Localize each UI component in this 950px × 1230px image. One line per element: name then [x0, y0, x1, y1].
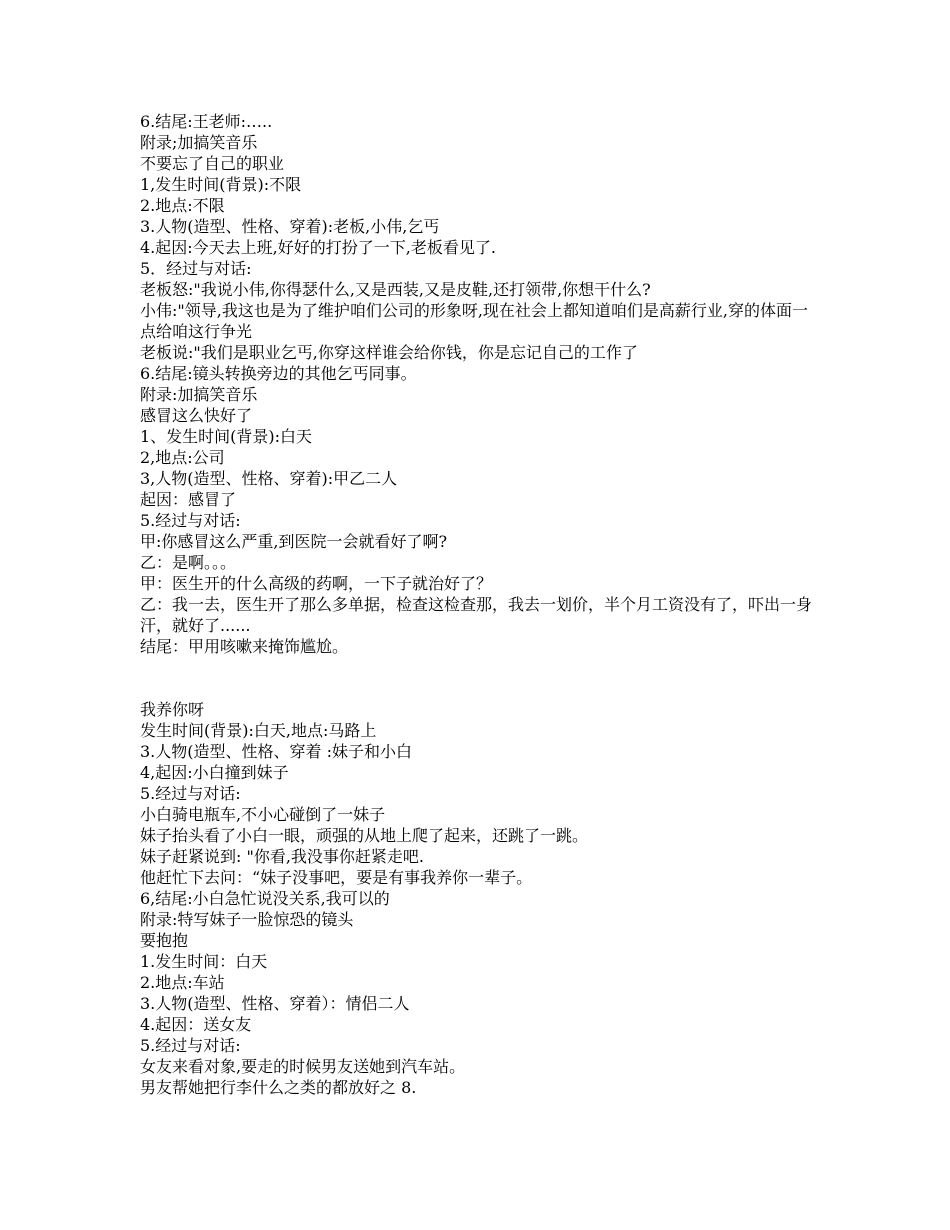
- text-line: 3.人物(造型、性格、穿着）：情侣二人: [140, 994, 410, 1013]
- text-line: 妹子赶紧说到: "你看,我没事你赶紧走吧.: [140, 847, 425, 866]
- text-line: 4,起因:小白撞到妹子: [140, 763, 289, 782]
- text-line: 老板怒:"我说小伟,你得瑟什么,又是西装,又是皮鞋,还打领带,你想干什么?: [140, 280, 651, 299]
- text-line: 2.地点:车站: [140, 973, 225, 992]
- section-title: 不要忘了自己的职业: [140, 154, 285, 173]
- section-title: 要抱抱: [140, 931, 189, 950]
- text-line: 乙：我一去，医生开了那么多单据，检查这检查那，我去一划价，半个月工资没有了，吓出一身汗，就好了......: [140, 595, 813, 635]
- text-line: 1、发生时间(背景):白天: [140, 427, 313, 446]
- text-line: 结尾：甲用咳嗽来掩饰尴尬。: [140, 637, 349, 656]
- section-title: 我养你呀: [140, 700, 205, 719]
- text-block-2: [140, 699, 820, 1098]
- text-line: 甲：医生开的什么高级的药啊，一下子就治好了？: [140, 574, 493, 593]
- text-line: 4.起因：送女友: [140, 1015, 252, 1034]
- text-line: 5．经过与对话:: [140, 259, 252, 278]
- text-line: 起因：感冒了: [140, 490, 237, 509]
- text-line: 2,地点:公司: [140, 448, 225, 467]
- section-title: 感冒这么快好了: [140, 406, 253, 425]
- text-line: 乙：是啊。。。: [140, 553, 237, 572]
- text-line: 6.结尾:镜头转换旁边的其他乞丐同事。: [140, 364, 417, 383]
- text-line: 1,发生时间(背景):不限: [140, 175, 302, 194]
- text-line: 4.起因:今天去上班,好好的打扮了一下,老板看见了.: [140, 238, 496, 257]
- text-line: 3.人物(造型、性格、穿着):老板,小伟,乞丐: [140, 217, 440, 236]
- document-body: [140, 111, 820, 1098]
- text-block-1: [140, 111, 820, 657]
- text-line: 妹子抬头看了小白一眼，顽强的从地上爬了起来，还跳了一跳。: [140, 826, 589, 845]
- text-line: 3.人物(造型、性格、穿着 :妹子和小白: [140, 742, 412, 761]
- text-line: 附录;加搞笑音乐: [140, 133, 258, 152]
- text-line: 附录:加搞笑音乐: [140, 385, 258, 404]
- text-line: 他赶忙下去问：“妹子没事吧，要是有事我养你一辈子。: [140, 868, 533, 887]
- text-line: 1.发生时间：白天: [140, 952, 268, 971]
- text-line: 5.经过与对话:: [140, 1036, 241, 1055]
- text-line: 小白骑电瓶车,不小心碰倒了一妹子: [140, 805, 386, 824]
- text-line: 5.经过与对话:: [140, 784, 241, 803]
- text-line: 2.地点:不限: [140, 196, 225, 215]
- text-line: 发生时间(背景):白天,地点:马路上: [140, 721, 377, 740]
- text-line: 甲:你感冒这么严重,到医院一会就看好了啊?: [140, 532, 448, 551]
- text-line: 小伟:"领导,我这也是为了维护咱们公司的形象呀,现在社会上都知道咱们是高薪行业,穿的体面一点给咱这行争光: [140, 301, 809, 341]
- text-line: 6,结尾:小白急忙说没关系,我可以的: [140, 889, 390, 908]
- text-line: 女友来看对象,要走的时候男友送她到汽车站。: [140, 1057, 466, 1076]
- text-line: 老板说:"我们是职业乞丐,你穿这样谁会给你钱，你是忘记自己的工作了: [140, 343, 638, 362]
- paragraph-gap: [140, 657, 820, 699]
- text-line: 6.结尾:王老师:…..: [140, 112, 273, 131]
- text-line: 男友帮她把行李什么之类的都放好之 8.: [140, 1078, 417, 1097]
- text-line: 5.经过与对话:: [140, 511, 241, 530]
- text-line: 3,人物(造型、性格、穿着):甲乙二人: [140, 469, 398, 488]
- text-line: 附录:特写妹子一脸惊恐的镜头: [140, 910, 354, 929]
